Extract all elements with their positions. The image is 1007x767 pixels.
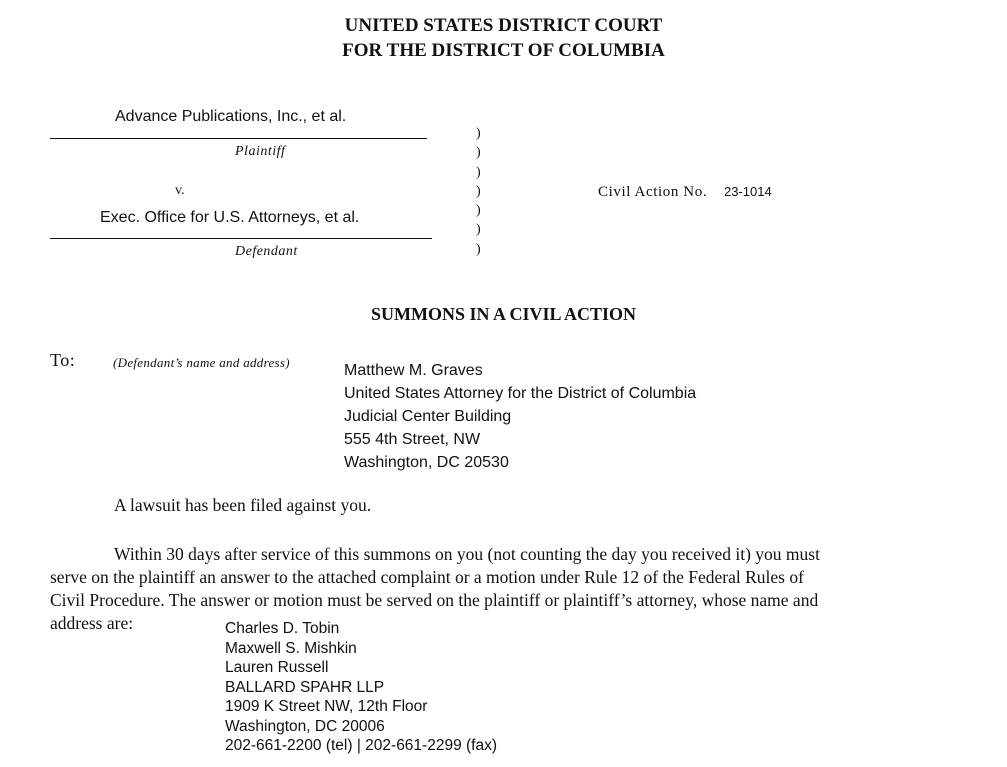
attorney-line: 202-661-2200 (tel) | 202-661-2299 (fax) [225, 737, 497, 754]
defendant-name: Exec. Office for U.S. Attorneys, et al. [100, 209, 360, 226]
attorney-line: Maxwell S. Mishkin [225, 639, 357, 657]
attorney-line: Lauren Russell [225, 659, 329, 676]
civil-action-number: 23-1014 [724, 184, 772, 199]
court-title-line1: UNITED STATES DISTRICT COURT [344, 15, 663, 36]
plaintiff-signature-line [50, 138, 427, 139]
court-title-line2: FOR THE DISTRICT OF COLUMBIA [342, 40, 665, 61]
defendant-address-hint: (Defendant’s name and address) [113, 355, 290, 370]
civil-action-label: Civil Action No. [598, 184, 708, 200]
attorney-line: 1909 K Street NW, 12th Floor [225, 698, 428, 715]
versus-label: v. [175, 183, 185, 198]
bracket-6: ) [476, 222, 481, 238]
attorney-address-block [225, 619, 497, 756]
to-label: To: [50, 350, 76, 370]
bracket-4: ) [476, 183, 481, 199]
defendant-address-line: 555 4th Street, NW [344, 431, 481, 448]
plaintiff-role-label: Plaintiff [235, 144, 286, 159]
defendant-address-block [344, 359, 696, 474]
caption-bracket-column [476, 124, 481, 259]
instruction-line-2: serve on the plaintiff an answer to the attached complaint or a motion under Rule 12 of the Federal Rules of [50, 567, 804, 587]
bracket-3: ) [476, 164, 481, 180]
defendant-address-line: Washington, DC 20530 [344, 454, 509, 471]
address-are-label: address are: [50, 613, 134, 633]
defendant-role-label: Defendant [235, 244, 298, 259]
defendant-address-line: United States Attorney for the District of Columbia [344, 385, 697, 402]
bracket-2: ) [476, 145, 481, 161]
attorney-line: Charles D. Tobin [225, 620, 340, 637]
bracket-5: ) [476, 203, 481, 219]
instruction-line-3: Civil Procedure. The answer or motion must be served on the plaintiff or plaintiff’s attorney, whose name and [50, 590, 819, 610]
summons-title: SUMMONS IN A CIVIL ACTION [370, 304, 637, 324]
instruction-line-1: Within 30 days after service of this summons on you (not counting the day you received it) you must [114, 544, 820, 564]
plaintiff-name: Advance Publications, Inc., et al. [115, 108, 347, 125]
lawsuit-filed-text: A lawsuit has been filed against you. [114, 495, 372, 515]
attorney-line: Washington, DC 20006 [225, 717, 385, 735]
defendant-address-line: Judicial Center Building [344, 408, 512, 425]
bracket-7: ) [476, 241, 481, 257]
defendant-signature-line [50, 238, 432, 239]
defendant-address-line: Matthew M. Graves [344, 362, 483, 379]
bracket-1: ) [476, 126, 481, 141]
attorney-line: BALLARD SPAHR LLP [225, 678, 385, 696]
